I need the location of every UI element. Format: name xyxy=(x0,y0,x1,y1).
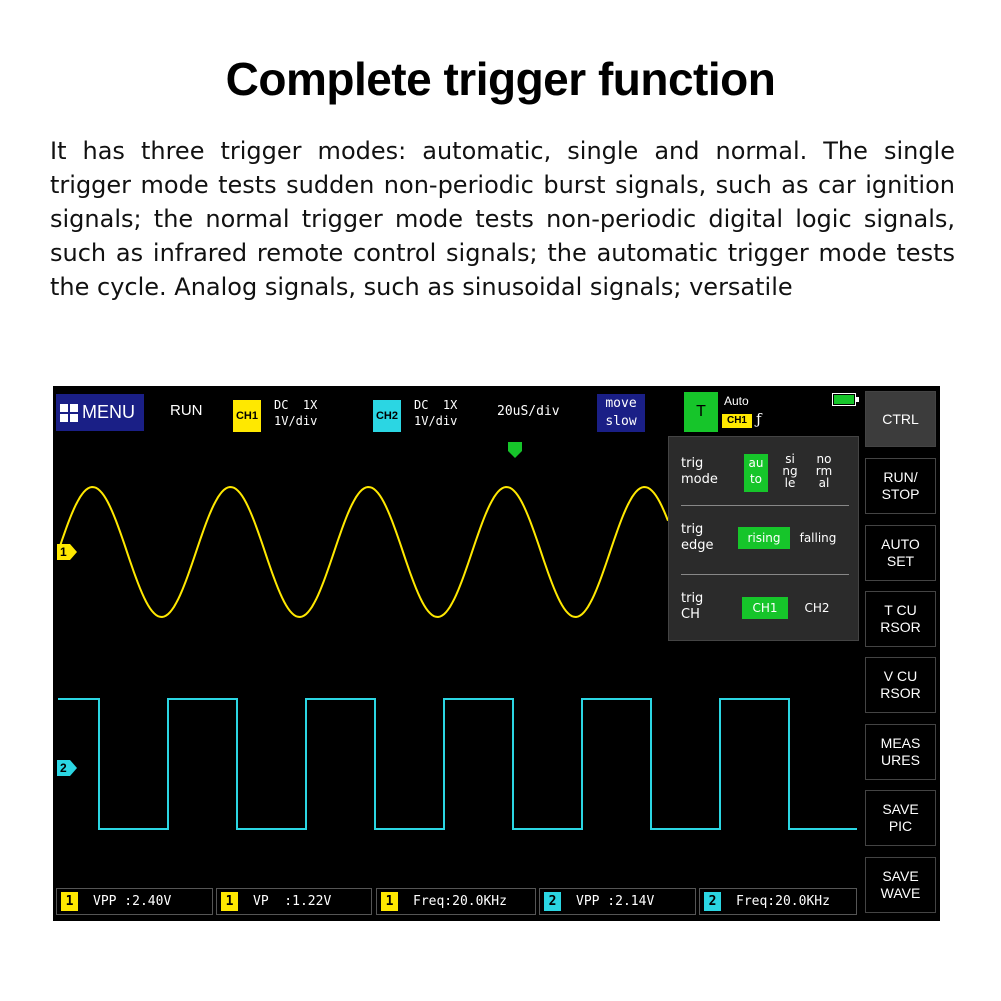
measure-value: VPP :2.40V xyxy=(93,894,172,909)
trigger-position-marker[interactable] xyxy=(508,442,522,458)
trigger-settings-panel xyxy=(668,436,859,641)
move-speed-button[interactable] xyxy=(597,394,645,432)
trigger-mode-readout: Auto xyxy=(724,394,749,408)
voltage-cursor-button[interactable]: V CU RSOR xyxy=(865,657,936,713)
rising-edge-icon: ƒ xyxy=(756,410,762,428)
move-label: move xyxy=(605,396,637,411)
battery-icon xyxy=(832,393,856,406)
page-headline: Complete trigger function xyxy=(225,53,776,105)
measure-value: Freq:20.0KHz xyxy=(736,894,830,909)
scope-screen xyxy=(53,386,861,921)
time-cursor-button[interactable]: T CU RSOR xyxy=(865,591,936,647)
measures-button[interactable]: MEAS URES xyxy=(865,724,936,780)
channel-badge: 1 xyxy=(221,892,238,911)
ch1-coupling: DC 1X xyxy=(274,398,318,412)
measure-value: VP :1.22V xyxy=(253,894,332,909)
speed-label: slow xyxy=(605,414,637,429)
menu-grid-icon xyxy=(60,404,78,422)
ch2-tag[interactable]: CH2 xyxy=(373,400,401,432)
trig-ch1-option[interactable]: CH1 xyxy=(742,597,788,619)
panel-divider xyxy=(681,574,849,575)
measure-ch2-freq[interactable] xyxy=(699,888,857,915)
measure-ch2-vpp[interactable] xyxy=(539,888,696,915)
ch1-marker-label: 1 xyxy=(60,545,67,559)
trig-mode-single-option[interactable]: si ng le xyxy=(782,452,798,490)
trig-edge-falling-option[interactable]: falling xyxy=(799,531,837,545)
trig-edge-label: trig edge xyxy=(681,522,714,553)
panel-divider xyxy=(681,505,849,506)
trig-mode-normal-option[interactable]: no rm al xyxy=(815,452,833,490)
ctrl-button[interactable]: CTRL xyxy=(865,391,936,447)
channel-badge: 2 xyxy=(704,892,721,911)
trig-edge-rising-option[interactable]: rising xyxy=(738,527,790,549)
channel-badge: 1 xyxy=(381,892,398,911)
trig-ch-label: trig CH xyxy=(681,591,704,622)
measurement-bar xyxy=(56,888,860,916)
auto-set-button[interactable]: AUTO SET xyxy=(865,525,936,581)
description-text: It has three trigger modes: automatic, single and normal. The single trigger mode tests sudden non-periodic burst signals, such as car ignition signals; the normal trigger mode tests non-periodic digital logic signals, such as infrared remote control signals; the automatic trigger mode tests the cycle. Analog signals, such as sinusoidal signals; versatile xyxy=(50,137,955,301)
ch2-marker-label: 2 xyxy=(60,761,67,775)
run-state[interactable]: RUN xyxy=(170,402,203,419)
trig-mode-label: trig mode xyxy=(681,456,718,487)
ch1-scale: 1V/div xyxy=(274,414,318,428)
ch1-sine-waveform xyxy=(58,487,668,617)
measure-value: Freq:20.0KHz xyxy=(413,894,507,909)
ch1-level-marker[interactable] xyxy=(57,544,77,560)
timebase-readout[interactable]: 20uS/div xyxy=(497,404,560,419)
trig-ch2-option[interactable]: CH2 xyxy=(804,601,830,615)
measure-value: VPP :2.14V xyxy=(576,894,655,909)
menu-label: MENU xyxy=(82,402,135,422)
ch1-tag[interactable]: CH1 xyxy=(233,400,261,432)
ch1-settings[interactable] xyxy=(274,397,317,429)
measure-ch1-vpp[interactable] xyxy=(56,888,213,915)
channel-badge: 2 xyxy=(544,892,561,911)
trigger-source-badge: CH1 xyxy=(722,414,752,428)
ch2-settings[interactable] xyxy=(414,397,457,429)
ch2-scale: 1V/div xyxy=(414,414,458,428)
side-button-panel xyxy=(861,386,940,921)
trig-mode-auto-option[interactable]: au to xyxy=(744,454,768,492)
ch2-square-waveform xyxy=(58,699,857,829)
oscilloscope-display xyxy=(53,386,940,921)
trigger-tag[interactable]: T xyxy=(684,392,718,432)
ch2-level-marker[interactable] xyxy=(57,760,77,776)
channel-badge: 1 xyxy=(61,892,78,911)
save-pic-button[interactable]: SAVE PIC xyxy=(865,790,936,846)
measure-ch1-vp[interactable] xyxy=(216,888,372,915)
ch2-coupling: DC 1X xyxy=(414,398,458,412)
measure-ch1-freq[interactable] xyxy=(376,888,536,915)
run-stop-button[interactable]: RUN/ STOP xyxy=(865,458,936,514)
menu-button[interactable] xyxy=(56,394,144,431)
save-wave-button[interactable]: SAVE WAVE xyxy=(865,857,936,913)
